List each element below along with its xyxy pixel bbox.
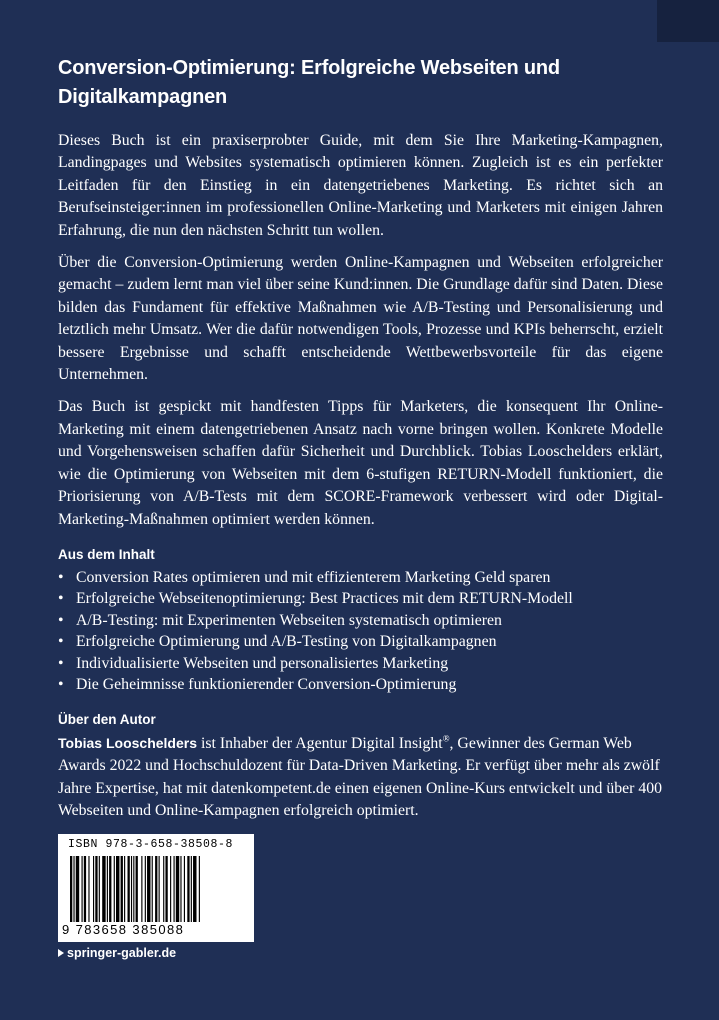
barcode-bar bbox=[180, 856, 181, 922]
barcode-bar bbox=[199, 856, 200, 922]
back-cover-text bbox=[58, 54, 663, 823]
barcode-bar bbox=[152, 856, 153, 922]
bullet-icon: • bbox=[58, 633, 64, 651]
barcode-bar bbox=[163, 856, 164, 922]
barcode-bar bbox=[114, 856, 115, 922]
barcode-bar bbox=[187, 856, 189, 922]
list-item bbox=[58, 610, 663, 632]
list-item bbox=[58, 588, 663, 610]
barcode-bar bbox=[70, 856, 72, 922]
barcode-bar bbox=[76, 856, 79, 922]
intro-paragraph-3: Das Buch ist gespickt mit handfesten Tipps für Marketers, die konsequent Ihr Online-Marketing mit einem datengetriebenen Ansatz nach vorne bringen wollen. Konkrete Modelle und Vorgehensweisen schaffen dafür Sicherheit und Durchblick. Tobias Looschelders erklärt, wie die Optimierung von Webseiten mit dem 6-stufigen RETURN-Modell funktioniert, die Priorisierung von A/B-Tests mit dem SCORE-Framework verbessert wird oder Digital-Marketing-Maßnahmen optimiert werden können. bbox=[58, 398, 663, 528]
barcode-bar bbox=[141, 856, 142, 922]
arrow-right-icon bbox=[58, 949, 64, 957]
corner-decoration bbox=[657, 0, 719, 42]
barcode-bar bbox=[102, 856, 105, 922]
bullet-icon: • bbox=[58, 654, 64, 672]
author-bio-part-2: , Gewinner des German Web Awards 2022 und Hochschuldozent für Data-Driven Marketing. Er verfügt über mehr als zwölf Jahre Expertise, hat mit datenkompetent.de einen eigenen Online-Kurs entwickelt und über 400 Webseiten und Online-Kampagnen erfolgreich optimiert. bbox=[58, 734, 663, 820]
intro-paragraph-1: Dieses Buch ist ein praxiserprobter Guide, mit dem Sie Ihre Marketing-Kampagnen, Landingpages und Websites systematisch optimieren können. Zugleich ist es ein perfekter Leitfaden für den Einstieg in ein datengetriebenes Marketing. Es richtet sich an Berufseinsteiger:innen im professionellen Online-Marketing und Marketers mit einigen Jahren Erfahrung, die nun den nächsten Schritt tun wollen. bbox=[58, 132, 663, 239]
list-item bbox=[58, 567, 663, 589]
toc-heading: Aus dem Inhalt bbox=[58, 546, 155, 562]
barcode-bar bbox=[174, 856, 175, 922]
barcode-bar bbox=[128, 856, 130, 922]
barcode-bar bbox=[159, 856, 160, 922]
barcode-bar bbox=[84, 856, 86, 922]
barcode-bar bbox=[145, 856, 146, 922]
barcode-bar bbox=[124, 856, 125, 922]
barcode-bar bbox=[109, 856, 111, 922]
barcode-bar bbox=[165, 856, 167, 922]
barcode-bar bbox=[191, 856, 192, 922]
toc-item-label: Erfolgreiche Optimierung und A/B-Testing von Digitalkampagnen bbox=[76, 633, 497, 651]
barcode-bar bbox=[131, 856, 132, 922]
barcode-bar bbox=[147, 856, 150, 922]
barcode-bar bbox=[136, 856, 138, 922]
barcode-bar bbox=[116, 856, 119, 922]
barcode-bar bbox=[121, 856, 123, 922]
publisher-label: springer-gabler.de bbox=[67, 946, 177, 960]
barcode-bar bbox=[133, 856, 134, 922]
book-title: Conversion-Optimierung: Erfolgreiche Webseiten und Digitalkampagnen bbox=[58, 57, 560, 108]
barcode-bar bbox=[193, 856, 196, 922]
barcode-bar bbox=[107, 856, 108, 922]
barcode-bar bbox=[82, 856, 83, 922]
barcode-bar bbox=[95, 856, 97, 922]
bullet-icon: • bbox=[58, 590, 64, 608]
barcode-bar bbox=[176, 856, 179, 922]
toc-item-label: A/B-Testing: mit Experimenten Webseiten systematisch optimieren bbox=[76, 611, 502, 629]
barcode-bar bbox=[184, 856, 185, 922]
barcode-bar bbox=[170, 856, 171, 922]
isbn-barcode bbox=[58, 834, 254, 942]
barcode-bar bbox=[93, 856, 94, 922]
barcode-bars bbox=[70, 856, 242, 922]
list-item bbox=[58, 631, 663, 653]
list-item bbox=[58, 653, 663, 675]
intro-paragraph-2: Über die Conversion-Optimierung werden Online-Kampagnen und Webseiten erfolgreicher gemacht – zudem lernt man viel über seine Kund:innen. Die Grundlage dafür sind Daten. Diese bilden das Fundament für effektive Maßnahmen wie A/B-Testing und Personalisierung und letztlich mehr Umsatz. Wer die dafür notwendigen Tools, Prozesse und KPIs beherrscht, erzielt bessere Ergebnisse und schafft entscheidende Wettbewerbsvorteile für das eigene Unternehmen. bbox=[58, 254, 663, 384]
toc-item-label: Erfolgreiche Webseitenoptimierung: Best Practices mit dem RETURN-Modell bbox=[76, 590, 573, 608]
toc-list bbox=[58, 567, 663, 696]
bullet-icon: • bbox=[58, 568, 64, 586]
toc-item-label: Conversion Rates optimieren und mit effizienterem Marketing Geld sparen bbox=[76, 568, 551, 586]
barcode-digits: 9 783658 385088 bbox=[62, 922, 185, 937]
bullet-icon: • bbox=[58, 676, 64, 694]
toc-item-label: Individualisierte Webseiten und personalisiertes Marketing bbox=[76, 654, 449, 672]
toc-item-label: Die Geheimnisse funktionierender Conversion-Optimierung bbox=[76, 676, 457, 694]
author-bio bbox=[58, 732, 663, 823]
publisher-link[interactable] bbox=[58, 946, 176, 960]
barcode-bar bbox=[73, 856, 74, 922]
author-name: Tobias Looschelders bbox=[58, 734, 197, 751]
author-heading: Über den Autor bbox=[58, 711, 156, 727]
barcode-bar bbox=[88, 856, 89, 922]
isbn-label: ISBN 978-3-658-38508-8 bbox=[68, 838, 234, 851]
bullet-icon: • bbox=[58, 611, 64, 629]
list-item bbox=[58, 674, 663, 696]
barcode-bar bbox=[99, 856, 100, 922]
registered-mark: ® bbox=[442, 733, 450, 744]
author-bio-part-1: ist Inhaber der Agentur Digital Insight bbox=[197, 734, 443, 752]
barcode-bar bbox=[155, 856, 157, 922]
